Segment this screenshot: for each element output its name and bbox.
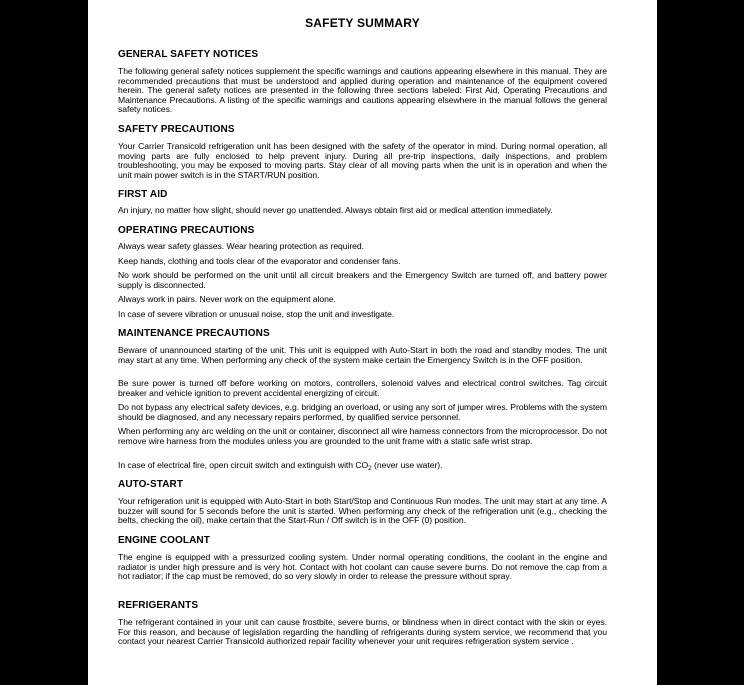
paragraph: The engine is equipped with a pressurized cooling system. Under normal operating conditions, the coolant in the engine and radiator is under high pressure and is very hot. Contact with hot coolant can cause severe burns. Do not remove the cap from a hot radiator; if the cap must be removed, do so very slowly in order to release the pressure without spray. (118, 552, 607, 582)
page-title: SAFETY SUMMARY (305, 16, 420, 30)
paragraph: Always work in pairs. Never work on the equipment alone. (118, 294, 336, 304)
paragraph-electrical-fire (118, 461, 607, 474)
co2-subscript: 2 (368, 465, 372, 472)
heading-first-aid: FIRST AID (118, 189, 168, 200)
paragraph: Your refrigeration unit is equipped with Auto-Start in both Start/Stop and Continuous Run modes. The unit may start at any time. A buzzer will sound for 5 seconds before the unit is started. When performing any check of the refrigeration unit (e.g., checking the belts, checking the oil), make certain that the Start-Run / Off switch is in the OFF (0) position. (118, 496, 607, 526)
paragraph: Always wear safety glasses. Wear hearing protection as required. (118, 241, 364, 251)
paragraph: When performing any arc welding on the unit or container, disconnect all wire harness connectors from the microprocessor. Do not remove wire harness from the modules unless you are grounded to the unit frame with a static safe wrist strap. (118, 426, 607, 446)
paragraph: No work should be performed on the unit until all circuit breakers and the Emergency Switch are turned off, and battery power supply is disconnected. (118, 270, 607, 290)
paragraph: Keep hands, clothing and tools clear of the evaporator and condenser fans. (118, 256, 401, 266)
paragraph: Beware of unannounced starting of the unit. This unit is equipped with Auto-Start in both the road and standby modes. The unit may start at any time. When performing any check of the system make certain the Emergency Switch is in the OFF position. (118, 345, 607, 365)
paragraph: Do not bypass any electrical safety devices, e.g. bridging an overload, or using any sort of jumper wires. Problems with the system should be diagnosed, and any necessary repairs performed, by qualified service personnel. (118, 402, 607, 422)
fire-text-end: (never use water). (371, 460, 443, 470)
paragraph: The following general safety notices supplement the specific warnings and cautions appearing elsewhere in this manual. They are recommended precautions that must be understood and applied during operation and maintenance of the equipment covered herein. The general safety notices are presented in the following three sections labeled: First Aid, Operating Precautions and Maintenance Precautions. A listing of the specific warnings and cautions appearing elsewhere in the manual follows the general safety notices. (118, 66, 607, 115)
heading-general-safety-notices: GENERAL SAFETY NOTICES (118, 49, 259, 60)
fire-text: In case of electrical fire, open circuit switch and extinguish with CO (118, 460, 369, 470)
heading-refrigerants: REFRIGERANTS (118, 600, 199, 611)
paragraph: In case of severe vibration or unusual noise, stop the unit and investigate. (118, 309, 395, 319)
heading-engine-coolant: ENGINE COOLANT (118, 535, 210, 546)
heading-auto-start: AUTO-START (118, 479, 184, 490)
paragraph: Your Carrier Transicold refrigeration unit has been designed with the safety of the operator in mind. During normal operation, all moving parts are fully enclosed to help prevent injury. During all pre-trip inspections, daily inspections, and problem troubleshooting, you may be exposed to moving parts. Stay clear of all moving parts when the unit is in operation and when the unit main power switch is in the START/RUN position. (118, 141, 607, 180)
document-page (88, 0, 657, 685)
paragraph: An injury, no matter how slight, should never go unattended. Always obtain first aid or medical attention immediately. (118, 205, 553, 215)
heading-operating-precautions: OPERATING PRECAUTIONS (118, 225, 255, 236)
heading-maintenance-precautions: MAINTENANCE PRECAUTIONS (118, 328, 270, 339)
heading-safety-precautions: SAFETY PRECAUTIONS (118, 124, 235, 135)
paragraph: The refrigerant contained in your unit can cause frostbite, severe burns, or blindness when in direct contact with the skin or eyes. For this reason, and because of legislation regarding the handling of refrigerants during system service, we recommend that you contact your nearest Carrier Transicold authorized repair facility whenever your unit requires refrigeration system service . (118, 617, 607, 647)
paragraph: Be sure power is turned off before working on motors, controllers, solenoid valves and electrical control switches. Tag circuit breaker and vehicle ignition to prevent accidental energizing of circuit. (118, 378, 607, 398)
